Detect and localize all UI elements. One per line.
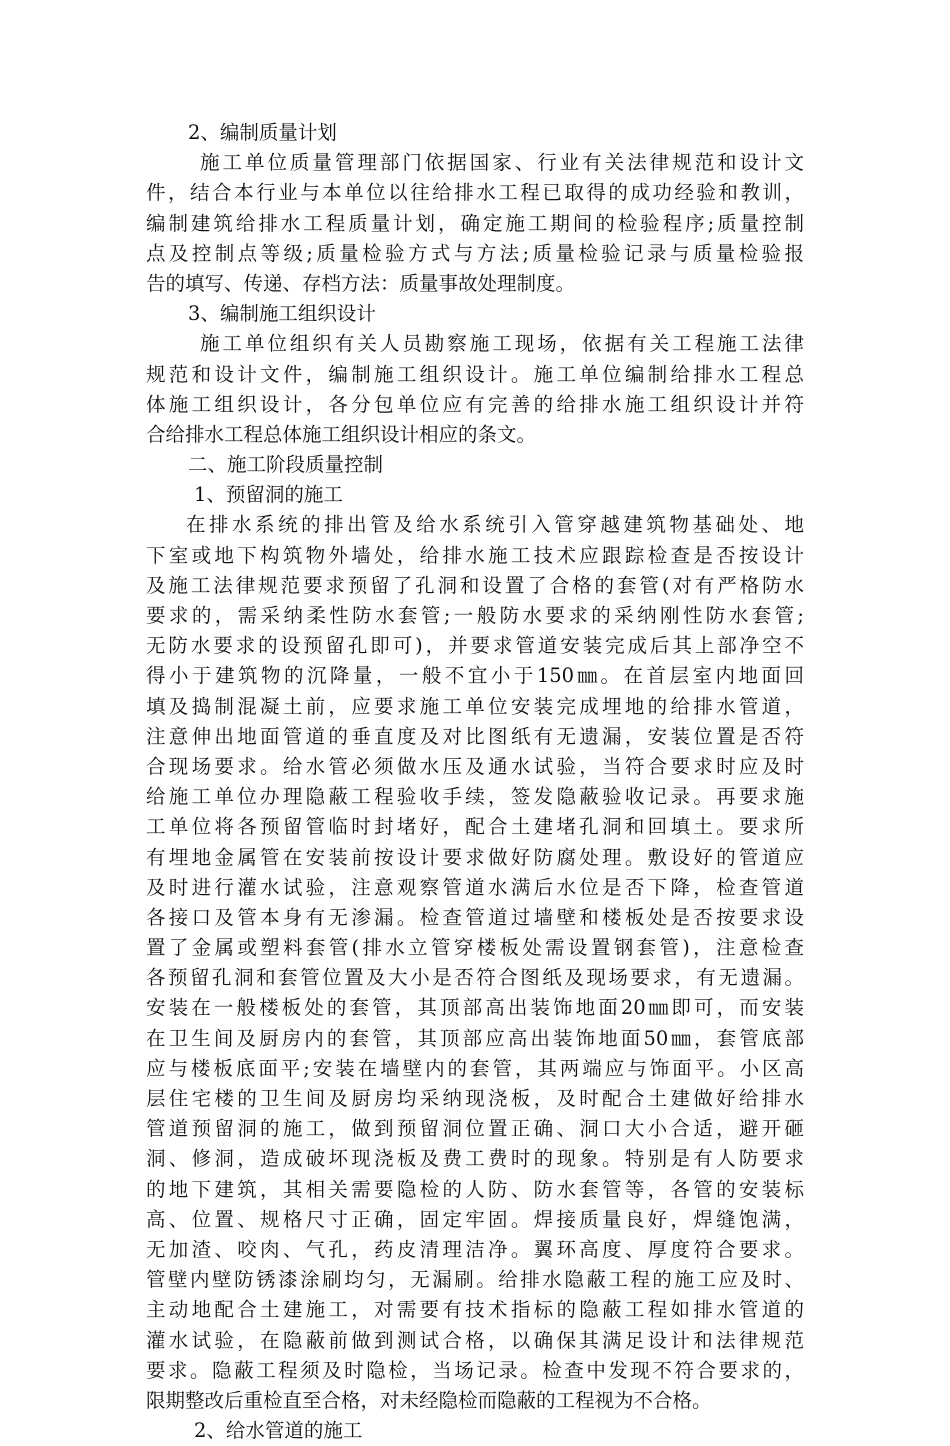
paragraph-line: 及施工法律规范要求预留了孔洞和设置了合格的套管(对有严格防水 xyxy=(146,573,804,597)
paragraph-line: 各预留孔洞和套管位置及大小是否符合图纸及现场要求，有无遗漏。 xyxy=(146,966,804,990)
paragraph-line: 编制建筑给排水工程质量计划，确定施工期间的检验程序;质量控制 xyxy=(146,211,804,235)
paragraph-line: 规范和设计文件，编制施工组织设计。施工单位编制给排水工程总 xyxy=(146,362,804,386)
paragraph-line: 各接口及管本身有无渗漏。检查管道过墙壁和楼板处是否按要求设 xyxy=(146,905,804,929)
paragraph-line: 点及控制点等级;质量检验方式与方法;质量检验记录与质量检验报 xyxy=(146,241,804,265)
paragraph-line: 高、位置、规格尺寸正确，固定牢固。焊接质量良好，焊缝饱满， xyxy=(146,1207,804,1231)
paragraph-line: 体施工组织设计，各分包单位应有完善的给排水施工组织设计并符 xyxy=(146,392,804,416)
paragraph-line: 注意伸出地面管道的垂直度及对比图纸有无遗漏，安装位置是否符 xyxy=(146,724,804,748)
paragraph-line: 安装在一般楼板处的套管，其顶部高出装饰地面20㎜即可，而安装 xyxy=(146,996,804,1020)
paragraph-line: 及时进行灌水试验，注意观察管道水满后水位是否下降，检查管道 xyxy=(146,875,804,899)
document-page xyxy=(146,118,804,1446)
paragraph-line: 层住宅楼的卫生间及厨房均采纳现浇板，及时配合土建做好给排水 xyxy=(146,1087,804,1110)
paragraph-line: 的地下建筑，其相关需要隐检的人防、防水套管等，各管的安装标 xyxy=(146,1177,804,1201)
paragraph-line: 施工单位组织有关人员勘察施工现场，依据有关工程施工法律 xyxy=(200,332,804,356)
paragraph-line: 告的填写、传递、存档方法：质量事故处理制度。 xyxy=(146,271,576,295)
paragraph-line: 有埋地金属管在安装前按设计要求做好防腐处理。敷设好的管道应 xyxy=(146,845,804,869)
paragraph-line: 要求的，需采纳柔性防水套管;一般防水要求的采纳刚性防水套管; xyxy=(146,604,804,627)
paragraph-line: 填及捣制混凝土前，应要求施工单位安装完成埋地的给排水管道， xyxy=(146,694,804,718)
paragraph-line: 管道预留洞的施工，做到预留洞位置正确、洞口大小合适，避开砸 xyxy=(146,1117,804,1141)
paragraph-line: 件，结合本行业与本单位以往给排水工程已取得的成功经验和教训， xyxy=(146,181,804,205)
paragraph-line: 主动地配合土建施工，对需要有技术指标的隐蔽工程如排水管道的 xyxy=(146,1298,804,1322)
paragraph-line: 无防水要求的设预留孔即可)，并要求管道安装完成后其上部净空不 xyxy=(146,634,804,658)
section-heading: 2、给水管道的施工 xyxy=(194,1419,363,1443)
paragraph-line: 合给排水工程总体施工组织设计相应的条文。 xyxy=(146,422,537,446)
paragraph-line: 无加渣、咬肉、气孔，药皮清理洁净。翼环高度、厚度符合要求。 xyxy=(146,1237,804,1261)
paragraph-line: 限期整改后重检直至合格，对未经隐检而隐蔽的工程视为不合格。 xyxy=(146,1388,712,1412)
paragraph-line: 洞、修洞，造成破坏现浇板及费工费时的现象。特别是有人防要求 xyxy=(146,1147,804,1171)
paragraph-line: 应与楼板底面平;安装在墙壁内的套管，其两端应与饰面平。小区高 xyxy=(146,1056,804,1080)
paragraph-line: 得小于建筑物的沉降量，一般不宜小于150㎜。在首层室内地面回 xyxy=(146,664,804,688)
paragraph-line: 在排水系统的排出管及给水系统引入管穿越建筑物基础处、地 xyxy=(186,513,804,537)
paragraph-line: 要求。隐蔽工程须及时隐检，当场记录。检查中发现不符合要求的， xyxy=(146,1358,804,1382)
section-heading: 3、编制施工组织设计 xyxy=(188,302,376,326)
paragraph-line: 置了金属或塑料套管(排水立管穿楼板处需设置钢套管)，注意检查 xyxy=(146,936,804,960)
paragraph-line: 施工单位质量管理部门依据国家、行业有关法律规范和设计文 xyxy=(200,151,804,175)
paragraph-line: 给施工单位办理隐蔽工程验收手续，签发隐蔽验收记录。再要求施 xyxy=(146,785,804,809)
section-heading: 二、施工阶段质量控制 xyxy=(188,453,384,477)
paragraph-line: 灌水试验，在隐蔽前做到测试合格，以确保其满足设计和法律规范 xyxy=(146,1328,804,1352)
paragraph-line: 下室或地下构筑物外墙处，给排水施工技术应跟踪检查是否按设计 xyxy=(146,543,804,567)
paragraph-line: 在卫生间及厨房内的套管，其顶部应高出装饰地面50㎜，套管底部 xyxy=(146,1026,804,1050)
section-heading: 2、编制质量计划 xyxy=(188,121,337,144)
paragraph-line: 工单位将各预留管临时封堵好，配合土建堵孔洞和回填土。要求所 xyxy=(146,815,804,839)
paragraph-line: 管壁内壁防锈漆涂刷均匀，无漏刷。给排水隐蔽工程的施工应及时、 xyxy=(146,1268,804,1292)
paragraph-line: 合现场要求。给水管必须做水压及通水试验，当符合要求时应及时 xyxy=(146,754,804,778)
section-heading: 1、预留洞的施工 xyxy=(194,483,343,507)
